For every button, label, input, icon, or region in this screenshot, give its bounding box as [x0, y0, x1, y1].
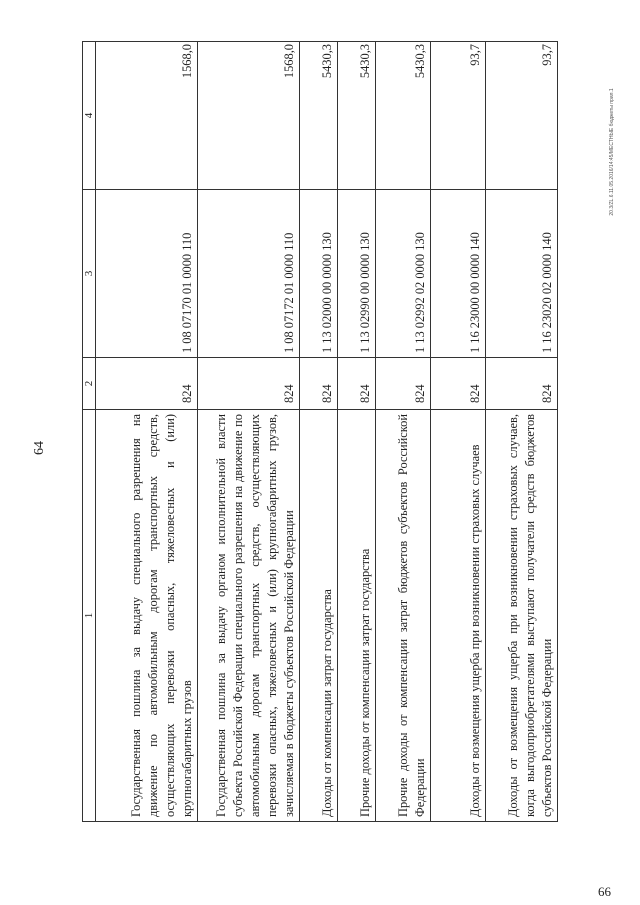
- table-row: [486, 42, 558, 822]
- table-row: [338, 42, 376, 822]
- kbk-code: 1 08 07172 01 0000 110: [198, 190, 300, 358]
- amount-value: 1568,0: [96, 42, 198, 190]
- amount-value: 5430,3: [376, 42, 431, 190]
- amount-value: 1568,0: [198, 42, 300, 190]
- kbk-code: 1 08 07170 01 0000 110: [96, 190, 198, 358]
- admin-code: 824: [198, 358, 300, 410]
- income-name: Доходы от возмещения ущерба при возникновении страховых случаев: [431, 410, 486, 822]
- admin-code: 824: [376, 358, 431, 410]
- amount-value: 5430,3: [300, 42, 338, 190]
- table-row: [376, 42, 431, 822]
- header-cell: 3: [83, 190, 96, 358]
- income-name: Прочие доходы от компенсации затрат государства: [338, 410, 376, 822]
- header-cell: 4: [83, 42, 96, 190]
- header-cell: 2: [83, 358, 96, 410]
- admin-code: 824: [431, 358, 486, 410]
- page-number: 64: [32, 441, 47, 455]
- amount-value: 5430,3: [338, 42, 376, 190]
- table-row: [300, 42, 338, 822]
- budget-table: [82, 41, 558, 822]
- kbk-code: 1 16 23000 00 0000 140: [431, 190, 486, 358]
- admin-code: 824: [300, 358, 338, 410]
- income-name: Государственная пошлина за выдачу специального разрешения на движение по автомобильным дорогам транспортных средств, осуществляющих перевозки опасных, тяжеловесных и (или) крупногабаритных грузов: [96, 410, 198, 822]
- table-row: [198, 42, 300, 822]
- table-row: [431, 42, 486, 822]
- kbk-code: 1 13 02992 02 0000 130: [376, 190, 431, 358]
- kbk-code: 1 13 02990 00 0000 130: [338, 190, 376, 358]
- header-row: [83, 42, 96, 822]
- income-name: Доходы от возмещения ущерба при возникновении страховых случаев, когда выгодоприобретателями выступают получатели средств бюджетов субъектов Российской Федерации: [486, 410, 558, 822]
- kbk-code: 1 16 23020 02 0000 140: [486, 190, 558, 358]
- income-name: Прочие доходы от компенсации затрат бюджетов субъектов Российской Федерации: [376, 410, 431, 822]
- amount-value: 93,7: [486, 42, 558, 190]
- admin-code: 824: [338, 358, 376, 410]
- header-cell: 1: [83, 410, 96, 822]
- table-row: [96, 42, 198, 822]
- admin-code: 824: [486, 358, 558, 410]
- print-stamp: 20.3/ZL.6.11.05.2016/14:45/МЕСТНЫЕ бюджеты прил.1: [609, 88, 615, 216]
- amount-value: 93,7: [431, 42, 486, 190]
- kbk-code: 1 13 02000 00 0000 130: [300, 190, 338, 358]
- rotated-table-container: [82, 42, 604, 822]
- income-name: Доходы от компенсации затрат государства: [300, 410, 338, 822]
- admin-code: 824: [96, 358, 198, 410]
- income-name: Государственная пошлина за выдачу органом исполнительной власти субъекта Российской Федерации специального разрешения на движение по автомобильным дорогам транспортных средств, осуществляющих перевозки опасных, тяжеловесных и (или) крупногабаритных грузов, зачисляемая в бюджеты субъектов Российской Федерации: [198, 410, 300, 822]
- corner-page-number: 66: [598, 884, 611, 899]
